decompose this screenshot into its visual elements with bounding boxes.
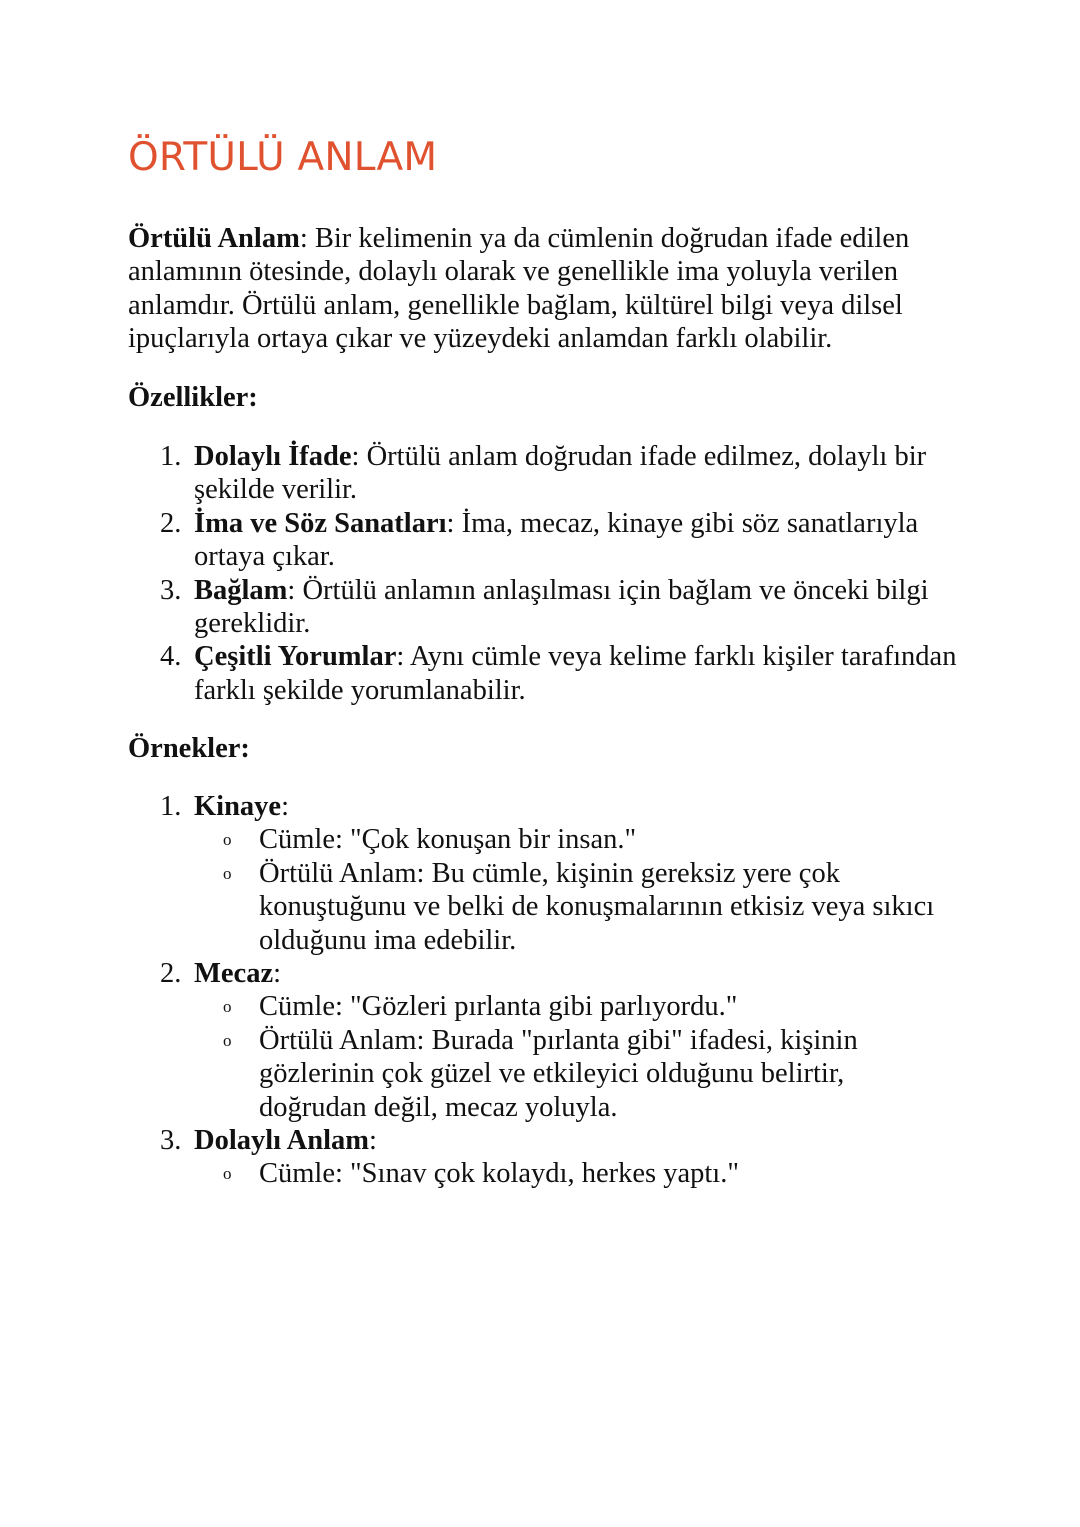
example-term: Dolaylı Anlam [194, 1125, 369, 1157]
bullet-marker: o [223, 830, 232, 850]
feature-text: : İma, mecaz, kinaye gibi söz sanatlarıyla ortaya çıkar. [194, 507, 919, 573]
example-sub-text: Örtülü Anlam: Burada "pırlanta gibi" ifadesi, kişinin gözlerinin çok güzel ve etkileyici olduğunu belirtir, doğrudan değil, mecaz yoluyla. [259, 1024, 858, 1123]
bullet-marker: o [223, 997, 232, 1017]
example-sublist [194, 1157, 974, 1190]
page-title: ÖRTÜLÜ ANLAM [128, 135, 438, 180]
example-number: 3. [160, 1125, 182, 1157]
example-number: 2. [160, 958, 182, 990]
definition-paragraph [128, 222, 968, 356]
feature-text: : Aynı cümle veya kelime farklı kişiler tarafından farklı şekilde yorumlanabilir. [194, 641, 957, 706]
feature-text: : Örtülü anlamın anlaşılması için bağlam ve önceki bilgi gereklidir. [194, 574, 929, 640]
bullet-marker: o [223, 863, 232, 883]
feature-term: Bağlam [194, 574, 288, 606]
example-sub-text: Örtülü Anlam: Bu cümle, kişinin gereksiz yere çok konuştuğunu ve belki de konuşmalarının etkisiz veya sıkıcı olduğunu ima edebilir. [259, 857, 935, 956]
feature-item [0, 640, 974, 707]
example-term: Kinaye [194, 791, 282, 822]
features-heading: Özellikler: [128, 382, 258, 413]
example-sub-item [194, 1024, 959, 1124]
example-sub-item [194, 857, 959, 957]
example-sub-item [194, 823, 959, 856]
example-sublist [194, 990, 974, 1124]
feature-number: 2. [160, 507, 182, 539]
example-item [0, 957, 974, 1124]
feature-term: Çeşitli Yorumlar [194, 641, 397, 673]
feature-text: : Örtülü anlam doğrudan ifade edilmez, dolaylı bir şekilde verilir. [194, 441, 927, 506]
example-term: Mecaz [194, 958, 274, 990]
example-colon: : [368, 1125, 377, 1157]
feature-item [0, 574, 974, 641]
examples-heading: Örnekler: [128, 733, 250, 764]
example-sub-text: Cümle: "Çok konuşan bir insan." [259, 824, 637, 856]
example-item [0, 790, 974, 957]
feature-term: İma ve Söz Sanatları [194, 507, 447, 539]
example-number: 1. [160, 791, 182, 822]
feature-number: 4. [160, 641, 182, 673]
bullet-marker: o [223, 1164, 232, 1184]
features-list [0, 440, 974, 707]
examples-list [0, 790, 974, 1191]
example-colon: : [281, 791, 290, 822]
example-item [0, 1124, 974, 1191]
definition-term: Örtülü Anlam [128, 223, 300, 254]
definition-text: : Bir kelimenin ya da cümlenin doğrudan ifade edilen anlamının ötesinde, dolaylı olarak ve genellikle ima yoluyla verilen anlamdır. Örtülü anlam, genellikle bağlam, kültürel bilgi veya dilsel ipuçlarıyla ortaya çıkar ve yüzeydeki anlamdan farklı olabilir. [128, 223, 910, 355]
feature-item [0, 440, 974, 507]
example-sub-text: Cümle: "Gözleri pırlanta gibi parlıyordu." [259, 991, 738, 1023]
feature-item [0, 507, 974, 574]
feature-term: Dolaylı İfade [194, 441, 352, 472]
example-sub-item [194, 990, 959, 1023]
example-sub-item [194, 1157, 959, 1190]
feature-number: 3. [160, 574, 182, 606]
feature-number: 1. [160, 441, 182, 472]
example-sub-text: Cümle: "Sınav çok kolaydı, herkes yaptı." [259, 1158, 739, 1190]
bullet-marker: o [223, 1030, 232, 1050]
example-colon: : [273, 958, 282, 990]
example-sublist [194, 823, 974, 957]
